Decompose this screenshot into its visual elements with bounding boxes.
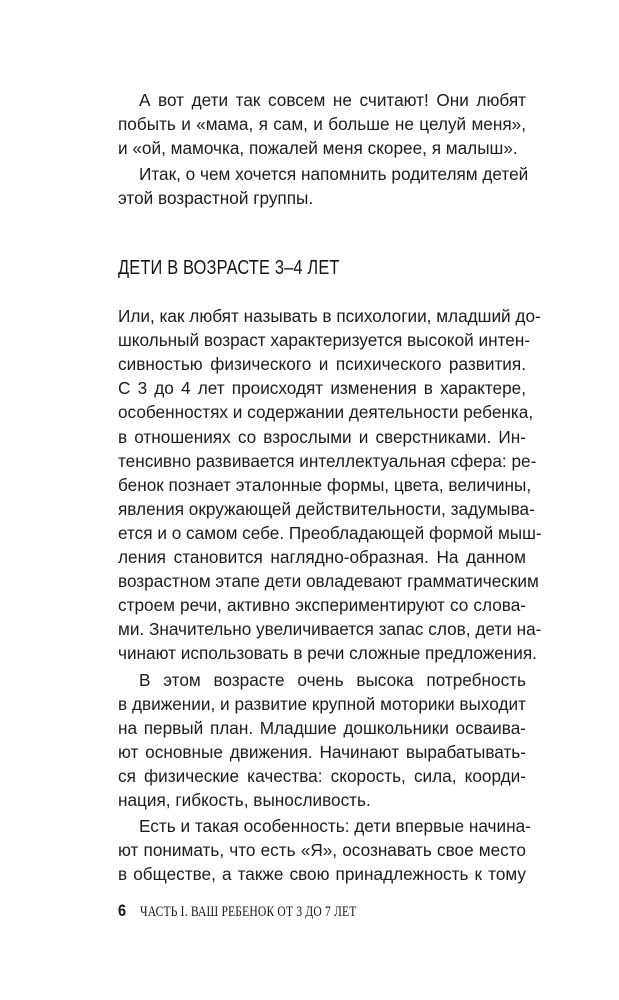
text-line: побыть и «мама, я сам, и больше не целуй меня», xyxy=(118,114,526,135)
text-line: особенностях и содержании деятельности ребенка, xyxy=(118,402,534,423)
text-line: Есть и такая особенность: дети впервые начина- xyxy=(139,816,531,837)
text-line: тенсивно развивается интеллектуальная сфера: ре- xyxy=(118,450,537,471)
text-line: Или, как любят называть в психологии, младший до- xyxy=(118,306,541,326)
text-line: нация, гибкость, выносливость. xyxy=(118,790,371,810)
text-line: ления становится наглядно-образная. На данном xyxy=(118,547,526,567)
text-line: в обществе, а также свою принадлежность к тому xyxy=(118,864,526,885)
text-line: в движении, и развитие крупной моторики выходит xyxy=(118,693,526,714)
text-line: ми. Значительно увеличивается запас слов, дети на- xyxy=(118,619,542,640)
text-line: ют понимать, что есть «Я», осознавать свое место xyxy=(118,840,526,861)
text-line: и «ой, мамочка, пожалей меня скорее, я малыш». xyxy=(118,138,518,159)
text-line: ется и о самом себе. Преобладающей формой мыш- xyxy=(118,522,542,543)
text-line: бенок познает эталонные формы, цвета, величины, xyxy=(118,474,532,495)
text-line: Итак, о чем хочется напомнить родителям детей xyxy=(139,164,529,185)
text-line: на первый план. Младшие дошкольники осваива- xyxy=(118,717,526,738)
text-line: С 3 до 4 лет происходят изменения в характере, xyxy=(118,378,526,399)
text-line: ся физические качества: скорость, сила, коорди- xyxy=(118,765,526,786)
text-line: чинают использовать в речи сложные предложения. xyxy=(118,643,537,664)
text-line: В этом возрасте очень высока потребность xyxy=(139,669,526,690)
page-footer xyxy=(118,901,411,921)
section-heading: ДЕТИ В ВОЗРАСТЕ 3–4 ЛЕТ xyxy=(118,257,340,279)
text-line: в отношениях со взрослыми и сверстниками. Ин- xyxy=(118,426,526,447)
text-line: ют основные движения. Начинают вырабатывать- xyxy=(118,741,526,762)
text-line: строем речи, активно экспериментируют со слова- xyxy=(118,595,526,616)
text-line: явления окружающей действительности, задумыва- xyxy=(118,498,535,519)
page-number: 6 xyxy=(118,901,127,920)
text-line: сивностью физического и психического развития. xyxy=(118,354,526,375)
text-line: школьный возраст характеризуется высокой интен- xyxy=(118,330,531,351)
text-line: А вот дети так совсем не считают! Они любят xyxy=(139,90,526,110)
text-line: возрастном этапе дети овладевают грамматическим xyxy=(118,571,539,592)
running-head: ЧАСТЬ I. ВАШ РЕБЕНОК ОТ 3 ДО 7 ЛЕТ xyxy=(140,904,357,920)
text-line: этой возрастной группы. xyxy=(118,188,314,209)
